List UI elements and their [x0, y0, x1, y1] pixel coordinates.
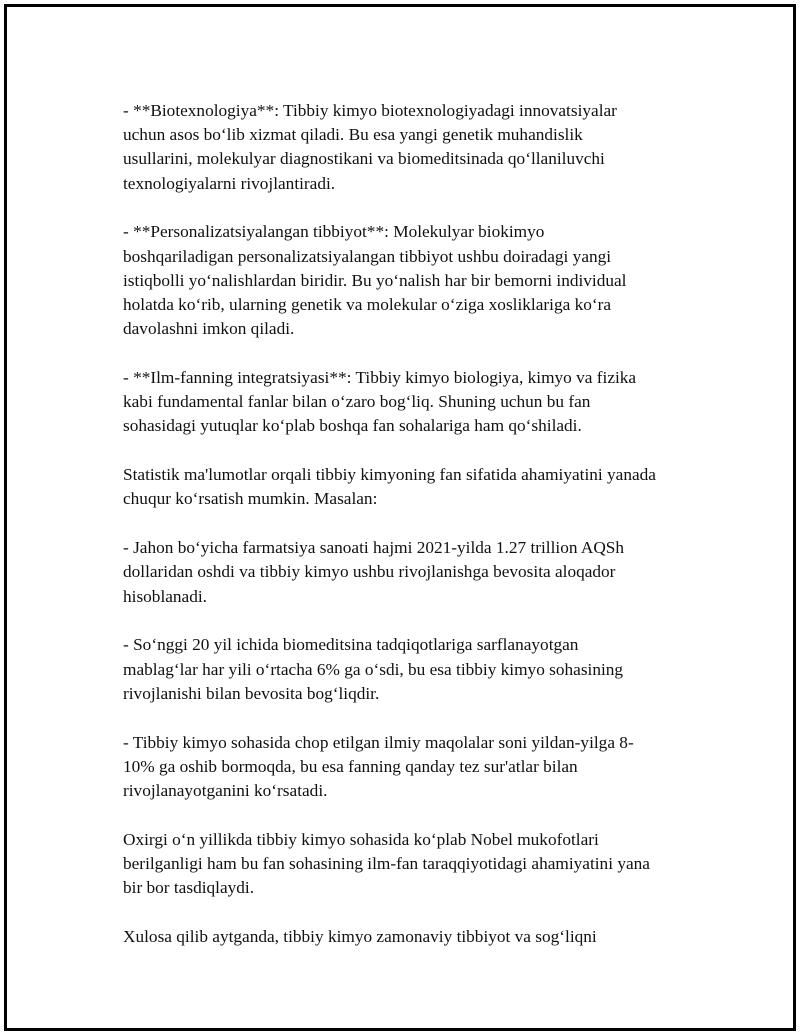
paragraph-biomedical-funding: - So‘nggi 20 yil ichida biomeditsina tadqiqotlariga sarflanayotgan mablag‘lar har yili o‘rtacha 6% ga o‘sdi, bu esa tibbiy kimyo sohasining rivojlanishi bilan bevosita bog‘liqdir. — [123, 635, 624, 703]
paragraph-science-integration: - **Ilm-fanning integratsiyasi**: Tibbiy kimyo biologiya, kimyo va fizika kabi fundamental fanlar bilan o‘zaro bog‘liq. Shuning uchun bu fan sohasidagi yutuqlar ko‘plab boshqa fan sohalariga ham qo‘shiladi. — [123, 368, 637, 436]
paragraph-personalized-medicine: - **Personalizatsiyalangan tibbiyot**: Molekulyar biokimyo boshqariladigan personalizatsiyalangan tibbiyot ushbu doiradagi yangi istiqbolli yo‘nalishlardan biridir. Bu yo‘nalish har bir bemorni individual holatda ko‘rib, ularning genetik va molekular o‘ziga xosliklariga ko‘ra davolashni imkon qiladi. — [123, 222, 627, 339]
paragraph-conclusion: Xulosa qilib aytganda, tibbiy kimyo zamonaviy tibbiyot va sog‘liqni — [123, 927, 597, 947]
paragraph-pharma-industry: - Jahon bo‘yicha farmatsiya sanoati hajmi 2021-yilda 1.27 trillion AQSh dollaridan oshdi va tibbiy kimyo ushbu rivojlanishga bevosita aloqador hisoblanadi. — [123, 538, 625, 606]
paragraph-statistics-intro: Statistik ma'lumotlar orqali tibbiy kimyoning fan sifatida ahamiyatini yanada chuqur ko‘rsatish mumkin. Masalan: — [123, 465, 656, 509]
paragraph-biotechnology: - **Biotexnologiya**: Tibbiy kimyo biotexnologiyadagi innovatsiyalar uchun asos bo‘lib xizmat qiladi. Bu esa yangi genetik muhandislik usullarini, molekulyar diagnostikani va biomeditsinada qo‘llaniluvchi texnologiyalarni rivojlantiradi. — [123, 101, 617, 193]
paragraph-publications-growth: - Tibbiy kimyo sohasida chop etilgan ilmiy maqolalar soni yildan-yilga 8- 10% ga oshib bormoqda, bu esa fanning qanday tez sur'atlar bilan rivojlanayotganini ko‘rsatadi. — [123, 732, 634, 801]
document-body — [123, 99, 693, 974]
paragraph-nobel-prizes: Oxirgi o‘n yillikda tibbiy kimyo sohasida ko‘plab Nobel mukofotlari berilganligi ham bu fan sohasining ilm-fan taraqqiyotidagi ahamiyatini yana bir bor tasdiqlaydi. — [123, 829, 650, 898]
page-border — [4, 4, 796, 1031]
